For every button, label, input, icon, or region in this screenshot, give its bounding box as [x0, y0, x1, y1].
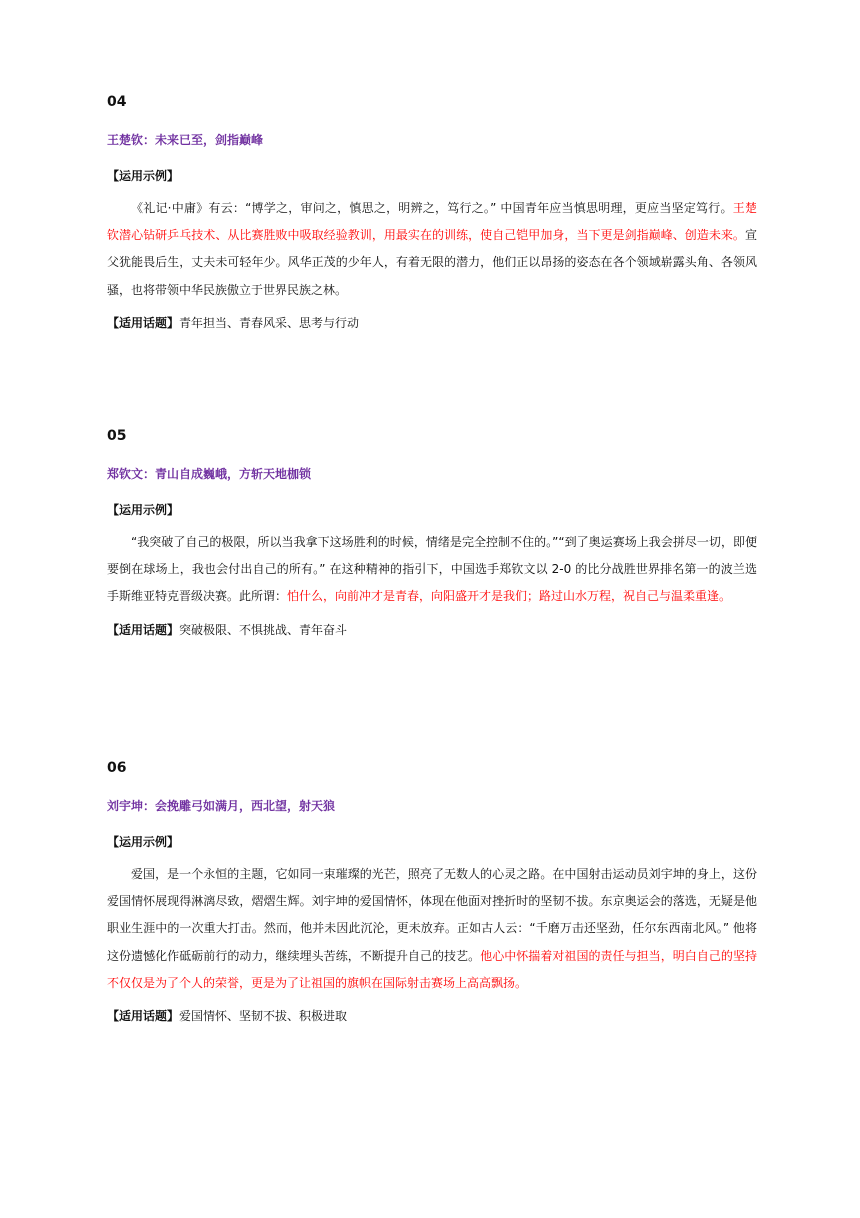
example-paragraph [107, 195, 757, 304]
section-number: 04 [107, 94, 127, 110]
topic-line [107, 314, 757, 332]
example-paragraph [107, 529, 757, 611]
section-number: 06 [107, 760, 127, 776]
paragraph-text: 《礼记·中庸》有云：“博学之，审问之，慎思之，明辨之，笃行之。” 中国青年应当慎思明理，更应当坚定笃行。 [131, 201, 733, 215]
topic-line [107, 621, 757, 639]
topic-label: 【适用话题】 [107, 315, 180, 330]
document-page [107, 92, 757, 1024]
topic-text: 突破极限、不惧挑战、青年奋斗 [179, 622, 348, 637]
example-label: 【运用示例】 [107, 835, 180, 849]
topic-text: 爱国情怀、坚韧不拔、积极进取 [179, 1009, 348, 1024]
section-05 [107, 426, 757, 639]
paragraph-text: 爱国，是一个永恒的主题，它如同一束璀璨的光芒，照亮了无数人的心灵之路。在中国射击运动员刘宇坤的身上，这份爱国情怀展现得淋漓尽致，熠熠生辉。刘宇坤的爱国情怀，体现在他面对挫折时的坚韧不拔。东京奥运会的落选，无疑是他职业生涯中的一次重大打击。然而，他并未因此沉沦，更未放弃。正如古人云：“千磨万击还坚劲，任尔东西南北风。” 他将这份遗憾化作砥砺前行的动力，继续埋头苦练，不断提升自己的技艺。 [107, 867, 757, 963]
example-label: 【运用示例】 [107, 503, 180, 517]
topic-label: 【适用话题】 [107, 622, 180, 637]
section-heading: 郑钦文：青山自成巍峨，方斩天地枷锁 [107, 467, 312, 481]
paragraph-text: “我突破了自己的极限，所以当我拿下这场胜利的时候，情绪是完全控制不住的。”“到了奥运赛场上我会拼尽一切，即便要倒在球场上，我也会付出自己的所有。” 在这种精神的指引下，中国选手郑钦文以 2-0 的比分战胜世界排名第一的波兰选手斯维亚特克晋级决赛。此所谓： [107, 535, 757, 604]
section-06 [107, 758, 757, 1025]
example-paragraph [107, 861, 757, 997]
topic-text: 青年担当、青春风采、思考与行动 [179, 315, 360, 330]
topic-label: 【适用话题】 [107, 1009, 180, 1024]
topic-line [107, 1007, 757, 1025]
highlighted-text: 他心中怀揣着对祖国的责任与担当，明白自己的坚持不仅仅是为了个人的荣誉，更是为了让祖国的旗帜在国际射击赛场上高高飘扬。 [107, 948, 757, 990]
highlighted-text: 怕什么，向前冲才是青春，向阳盛开才是我们；路过山水万程，祝自己与温柔重逢。 [287, 589, 732, 604]
section-heading: 王楚钦：未来已至，剑指巅峰 [107, 133, 264, 147]
section-04 [107, 92, 757, 332]
section-heading: 刘宇坤：会挽雕弓如满月，西北望，射天狼 [107, 799, 336, 813]
example-label: 【运用示例】 [107, 169, 180, 183]
paragraph-text-tail: 宣父犹能畏后生，丈夫未可轻年少。风华正茂的少年人，有着无限的潜力，他们正以昂扬的姿态在各个领域崭露头角、各领风骚，也将带领中华民族傲立于世界民族之林。 [107, 228, 757, 297]
section-number: 05 [107, 428, 127, 444]
highlighted-text: 王楚钦潜心钻研乒乓技术、从比赛胜败中吸取经验教训，用最实在的训练，使自己铠甲加身，当下更是剑指巅峰、创造未来。 [107, 201, 757, 243]
